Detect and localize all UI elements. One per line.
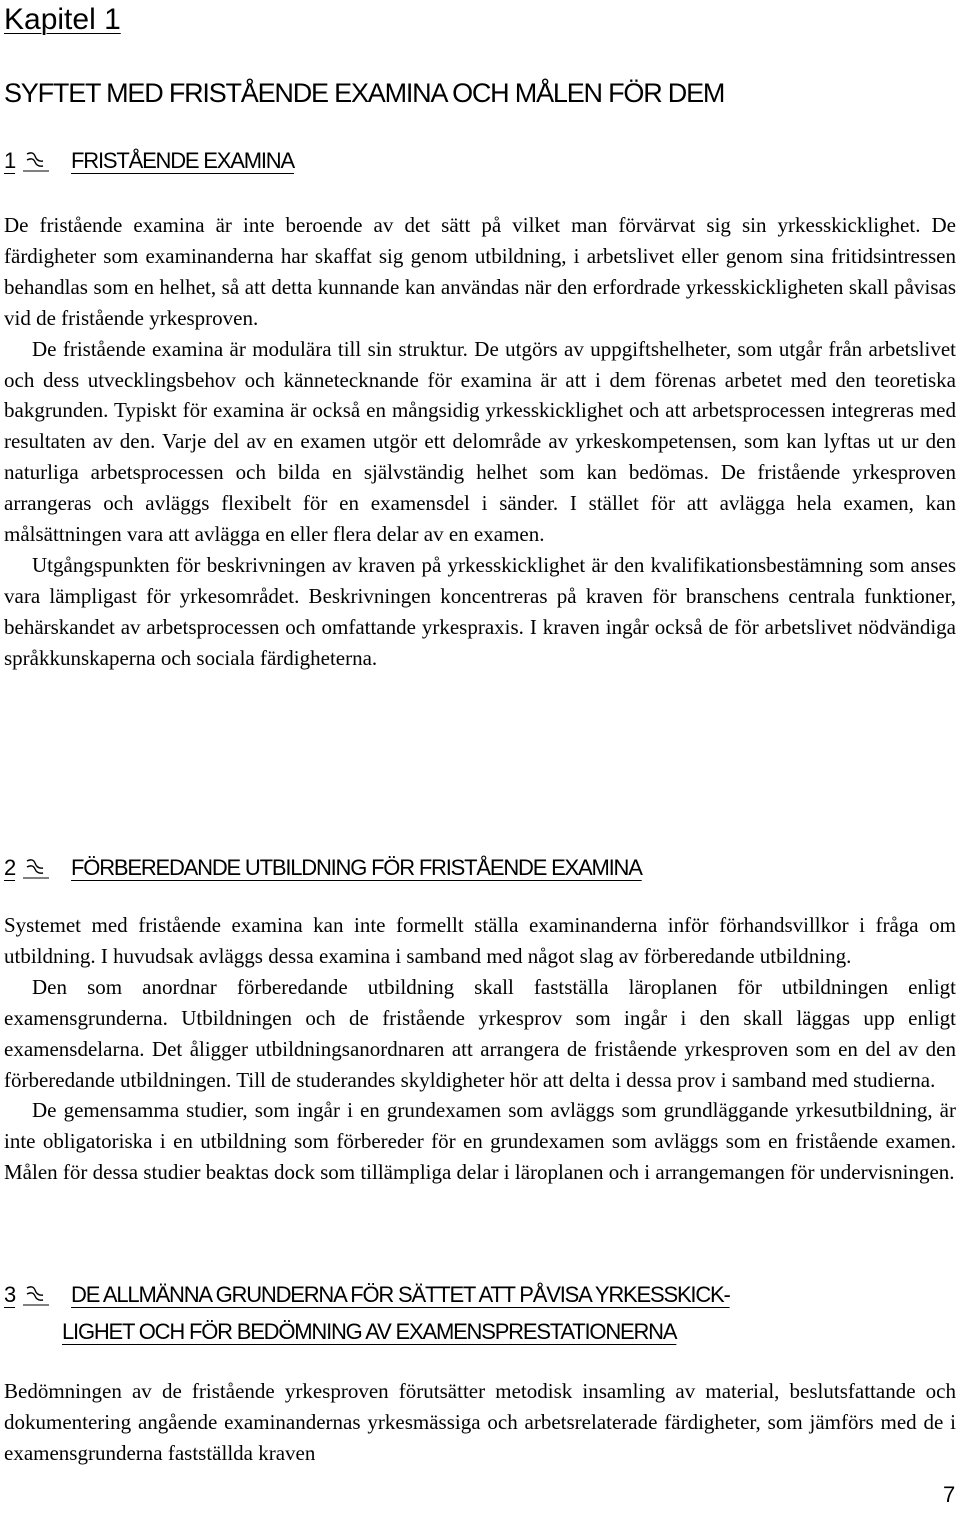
section-title-line-1: DE ALLMÄNNA GRUNDERNA FÖR SÄTTET ATT PÅVISA YRKESSKICK- bbox=[71, 1282, 730, 1307]
section-2-body bbox=[4, 910, 956, 1188]
paragraph: Bedömningen av de fristående yrkesproven förutsätter metodisk insamling av material, beslutsfattande och dokumentering angående examinandernas yrkesmässiga och arbetsrelaterade färdigheter, som jämförs med de i examensgrunderna fastställda kraven bbox=[4, 1379, 956, 1465]
section-title: FÖRBEREDANDE UTBILDNING FÖR FRISTÅENDE EXAMINA bbox=[71, 855, 642, 880]
paragraph: De fristående examina är inte beroende av det sätt på vilket man förvärvat sig sin yrkesskicklighet. De färdigheter som examinanderna har skaffat sig genom utbildning, i arbetslivet eller genom sina fritidsintressen behandlas som en helhet, så att detta kunnande kan användas när den erfordrade yrkesskickligheten skall påvisas vid de fristående yrkesproven. bbox=[4, 213, 956, 330]
paragraph: De gemensamma studier, som ingår i en grundexamen som avläggs som grundläggande yrkesutbildning, är inte obligatoriska i en utbildning som förbereder för en grundexamen som avläggs som en fristående examen. Målen för dessa studier beaktas dock som tillämpliga delar i läroplanen och i arrangemangen för undervisningen. bbox=[4, 1098, 956, 1185]
section-sign-icon bbox=[23, 149, 49, 171]
section-title: FRISTÅENDE EXAMINA bbox=[71, 148, 294, 173]
section-number: 3 bbox=[4, 1282, 16, 1307]
section-3-body bbox=[4, 1376, 956, 1469]
section-1-heading bbox=[4, 146, 294, 175]
section-number: 1 bbox=[4, 148, 16, 173]
main-heading: SYFTET MED FRISTÅENDE EXAMINA OCH MÅLEN FÖR DEM bbox=[4, 78, 725, 108]
section-number: 2 bbox=[4, 855, 16, 880]
section-title-line-2: LIGHET OCH FÖR BEDÖMNING AV EXAMENSPRESTATIONERNA bbox=[62, 1319, 677, 1344]
paragraph: Utgångspunkten för beskrivningen av kraven på yrkesskicklighet är den kvalifikationsbestämning som anses vara lämpligast för yrkesområdet. Beskrivningen koncentreras på kraven för branschens centrala funktioner, behärskandet av arbetsprocessen och omfattande yrkespraxis. I kraven ingår också de för arbetslivet nödvändiga språkkunskaperna och sociala färdigheterna. bbox=[4, 552, 956, 670]
paragraph: De fristående examina är modulära till sin struktur. De utgörs av uppgiftshelheter, som utgår från arbetslivet och dess utvecklingsbehov och kännetecknande för examina är att i dem förenas arbetet med den teoretiska bakgrunden. Typiskt för examina är också en mångsidig yrkesskicklighet och att arbetsprocessen integreras med resultaten av den. Varje del av en examen utgör ett delområde av yrkeskompetensen, som kan lyftas ut ur den naturliga arbetsprocessen och bilda en självständig helhet som kan bedömas. De fristående yrkesproven arrangeras och avläggs flexibelt för en examensdel i sänder. I stället för att avlägga hela examen, kan målsättningen vara att avlägga en eller flera delar av en examen. bbox=[4, 336, 956, 547]
section-sign-icon bbox=[23, 856, 49, 878]
chapter-label: Kapitel 1 bbox=[4, 3, 121, 36]
section-1-body bbox=[4, 210, 956, 674]
page-number: 7 bbox=[942, 1482, 954, 1507]
paragraph: Den som anordnar förberedande utbildning skall fastställa läroplanen för utbildningen enligt examensgrunderna. Utbildningen och de fristående yrkesprov som ingår i den skall läggas upp enligt examensdelarna. Det åligger utbildningsanordnaren att arrangera de fristående yrkesproven som en del av den förberedande utbildningen. Till de studerandes skyldigheter hör att delta i dessa prov i samband med studierna. bbox=[4, 974, 956, 1092]
section-sign-icon bbox=[23, 1283, 49, 1305]
section-3-heading bbox=[4, 1280, 730, 1346]
section-2-heading bbox=[4, 853, 642, 882]
paragraph: Systemet med fristående examina kan inte formellt ställa examinanderna inför förhandsvillkor i fråga om utbildning. I huvudsak avläggs dessa examina i samband med något slag av förberedande utbildning. bbox=[4, 913, 956, 968]
